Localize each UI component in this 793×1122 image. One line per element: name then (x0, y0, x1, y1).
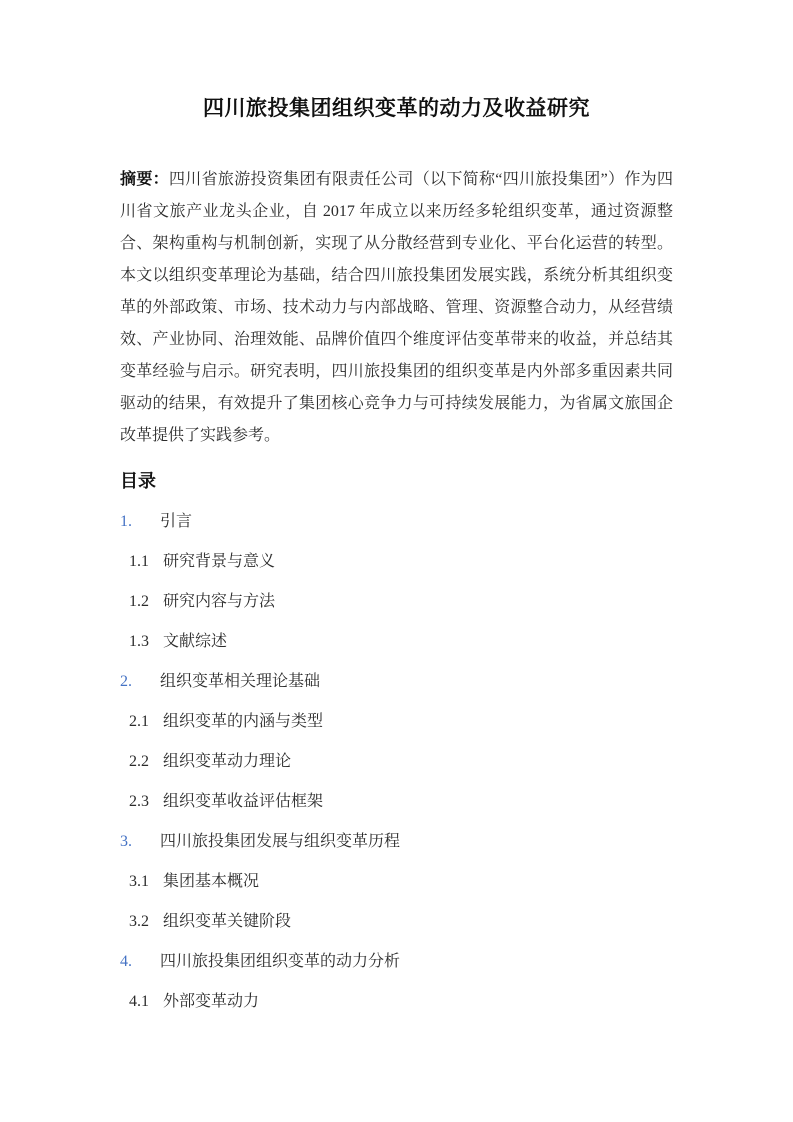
toc-item-number: 1.2 (129, 593, 149, 610)
document-title: 四川旅投集团组织变革的动力及收益研究 (203, 96, 590, 120)
toc-item-number: 4. (120, 953, 132, 970)
toc-item-3-2[interactable] (120, 912, 673, 932)
toc-item-number: 1. (120, 513, 132, 530)
toc-item-label: 文献综述 (163, 633, 228, 650)
toc-item-2-1[interactable] (120, 712, 673, 732)
toc-item-number: 4.1 (129, 993, 149, 1010)
toc-item-label: 研究背景与意义 (163, 553, 276, 570)
toc-item-1[interactable] (120, 512, 673, 532)
toc-item-3-1[interactable] (120, 872, 673, 892)
toc-item-number: 2. (120, 673, 132, 690)
toc-item-number: 2.2 (129, 753, 149, 770)
toc-item-number: 1.1 (129, 553, 149, 570)
toc-item-number: 1.3 (129, 633, 149, 650)
toc-item-label: 组织变革动力理论 (163, 753, 292, 770)
toc-item-label: 引言 (160, 513, 193, 530)
toc-item-label: 组织变革相关理论基础 (160, 673, 321, 690)
toc-item-label: 组织变革收益评估框架 (163, 793, 324, 810)
toc-item-4[interactable] (120, 952, 673, 972)
toc-item-3[interactable] (120, 832, 673, 852)
toc-item-label: 组织变革的内涵与类型 (163, 713, 324, 730)
toc-item-2-2[interactable] (120, 752, 673, 772)
toc-heading: 目录 (120, 471, 156, 491)
toc-item-2[interactable] (120, 672, 673, 692)
toc-item-label: 四川旅投集团发展与组织变革历程 (160, 833, 401, 850)
abstract-text: 四川省旅游投资集团有限责任公司（以下简称“四川旅投集团”）作为四川省文旅产业龙头企业，自 2017 年成立以来历经多轮组织变革，通过资源整合、架构重构与机制创新，实现了从分散经营到专业化、平台化运营的转型。本文以组织变革理论为基础，结合四川旅投集团发展实践，系统分析其组织变革的外部政策、市场、技术动力与内部战略、管理、资源整合动力，从经营绩效、产业协同、治理效能、品牌价值四个维度评估变革带来的收益，并总结其变革经验与启示。研究表明，四川旅投集团的组织变革是内外部多重因素共同驱动的结果，有效提升了集团核心竞争力与可持续发展能力，为省属文旅国企改革提供了实践参考。 (120, 171, 673, 444)
toc-item-1-3[interactable] (120, 632, 673, 652)
toc-item-label: 研究内容与方法 (163, 593, 276, 610)
toc-item-number: 3.2 (129, 913, 149, 930)
toc-item-label: 外部变革动力 (163, 993, 260, 1010)
toc-item-1-2[interactable] (120, 592, 673, 612)
toc-item-label: 组织变革关键阶段 (163, 913, 292, 930)
toc-item-1-1[interactable] (120, 552, 673, 572)
abstract-paragraph (120, 164, 673, 452)
toc-item-4-1[interactable] (120, 992, 673, 1012)
abstract-label: 摘要： (120, 171, 169, 188)
toc-item-label: 四川旅投集团组织变革的动力分析 (160, 953, 401, 970)
toc-item-label: 集团基本概况 (163, 873, 260, 890)
toc-item-2-3[interactable] (120, 792, 673, 812)
toc-list (120, 512, 673, 1012)
toc-item-number: 3. (120, 833, 132, 850)
toc-item-number: 2.1 (129, 713, 149, 730)
toc-item-number: 2.3 (129, 793, 149, 810)
toc-item-number: 3.1 (129, 873, 149, 890)
